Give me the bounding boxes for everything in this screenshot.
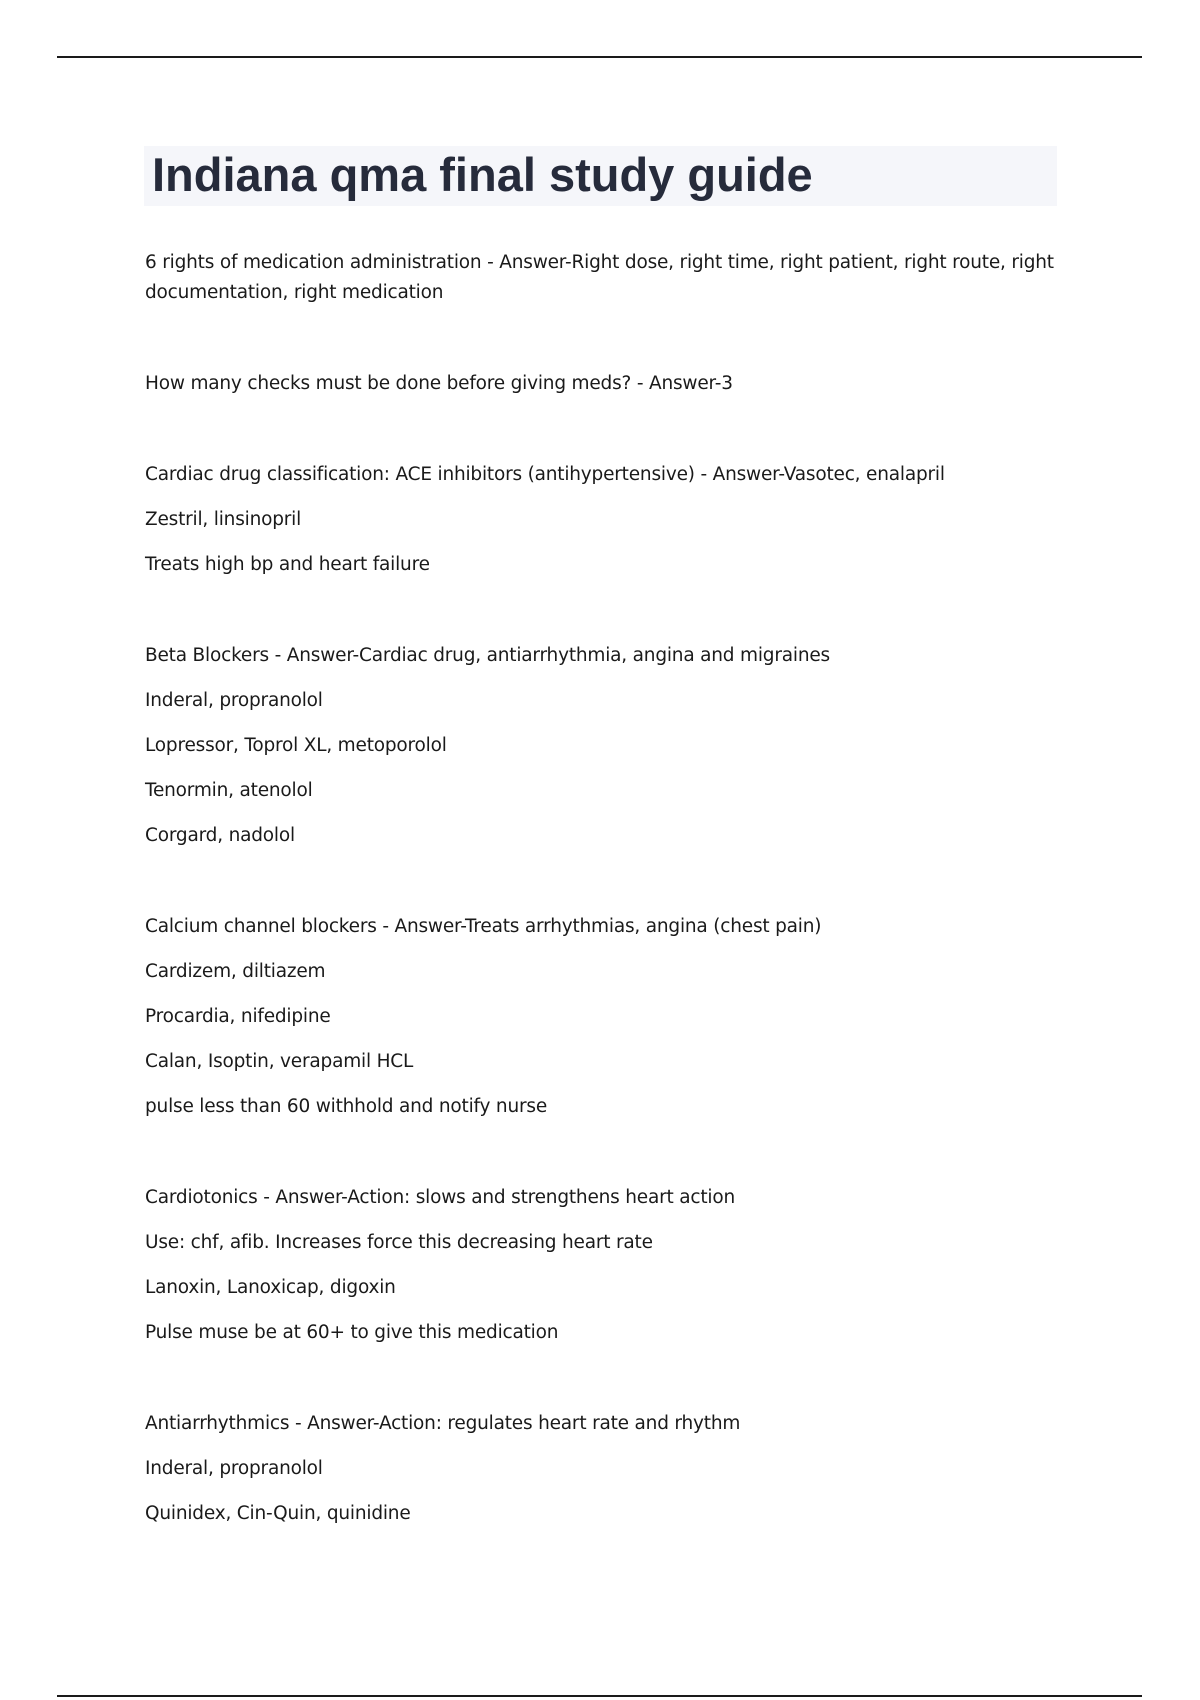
entry-line: Lopressor, Toprol XL, metoporolol <box>145 735 447 756</box>
entry-line: Cardiotonics - Answer-Action: slows and strengthens heart action <box>145 1187 736 1208</box>
qa-entry <box>145 912 1055 1122</box>
entry-line: Tenormin, atenolol <box>145 780 313 801</box>
entry-line: Zestril, linsinopril <box>145 509 302 530</box>
qa-entry <box>145 248 1055 308</box>
qa-entry <box>145 1409 1055 1529</box>
entry-line: Inderal, propranolol <box>145 1458 323 1479</box>
entry-line: Treats high bp and heart failure <box>145 554 430 575</box>
qa-entry <box>145 641 1055 851</box>
entry-line: Calcium channel blockers - Answer-Treats arrhythmias, angina (chest pain) <box>145 916 822 937</box>
entry-line: Antiarrhythmics - Answer-Action: regulates heart rate and rhythm <box>145 1413 741 1434</box>
qa-entry <box>145 1183 1055 1348</box>
entry-line: Procardia, nifedipine <box>145 1006 331 1027</box>
entry-line: Use: chf, afib. Increases force this decreasing heart rate <box>145 1232 653 1253</box>
entry-line: How many checks must be done before giving meds? - Answer-3 <box>145 373 733 394</box>
title-banner <box>144 146 1057 206</box>
page-title: Indiana qma final study guide <box>152 148 813 201</box>
qa-entry <box>145 460 1055 580</box>
entry-line: Beta Blockers - Answer-Cardiac drug, antiarrhythmia, angina and migraines <box>145 645 830 666</box>
entry-line: Calan, Isoptin, verapamil HCL <box>145 1051 414 1072</box>
entry-line: 6 rights of medication administration - Answer-Right dose, right time, right patient, right route, right documentation, right medication <box>145 252 1054 303</box>
entry-line: Cardiac drug classification: ACE inhibitors (antihypertensive) - Answer-Vasotec, enalapril <box>145 464 945 485</box>
entry-line: Lanoxin, Lanoxicap, digoxin <box>145 1277 396 1298</box>
header-rule <box>57 56 1142 58</box>
entry-line: Corgard, nadolol <box>145 825 295 846</box>
entry-line: Inderal, propranolol <box>145 690 323 711</box>
entry-line: pulse less than 60 withhold and notify nurse <box>145 1096 548 1117</box>
study-guide-body <box>145 248 1055 1590</box>
footer-rule <box>57 1695 1142 1697</box>
entry-line: Cardizem, diltiazem <box>145 961 326 982</box>
entry-line: Quinidex, Cin-Quin, quinidine <box>145 1503 411 1524</box>
qa-entry <box>145 369 1055 399</box>
entry-line: Pulse muse be at 60+ to give this medication <box>145 1322 559 1343</box>
